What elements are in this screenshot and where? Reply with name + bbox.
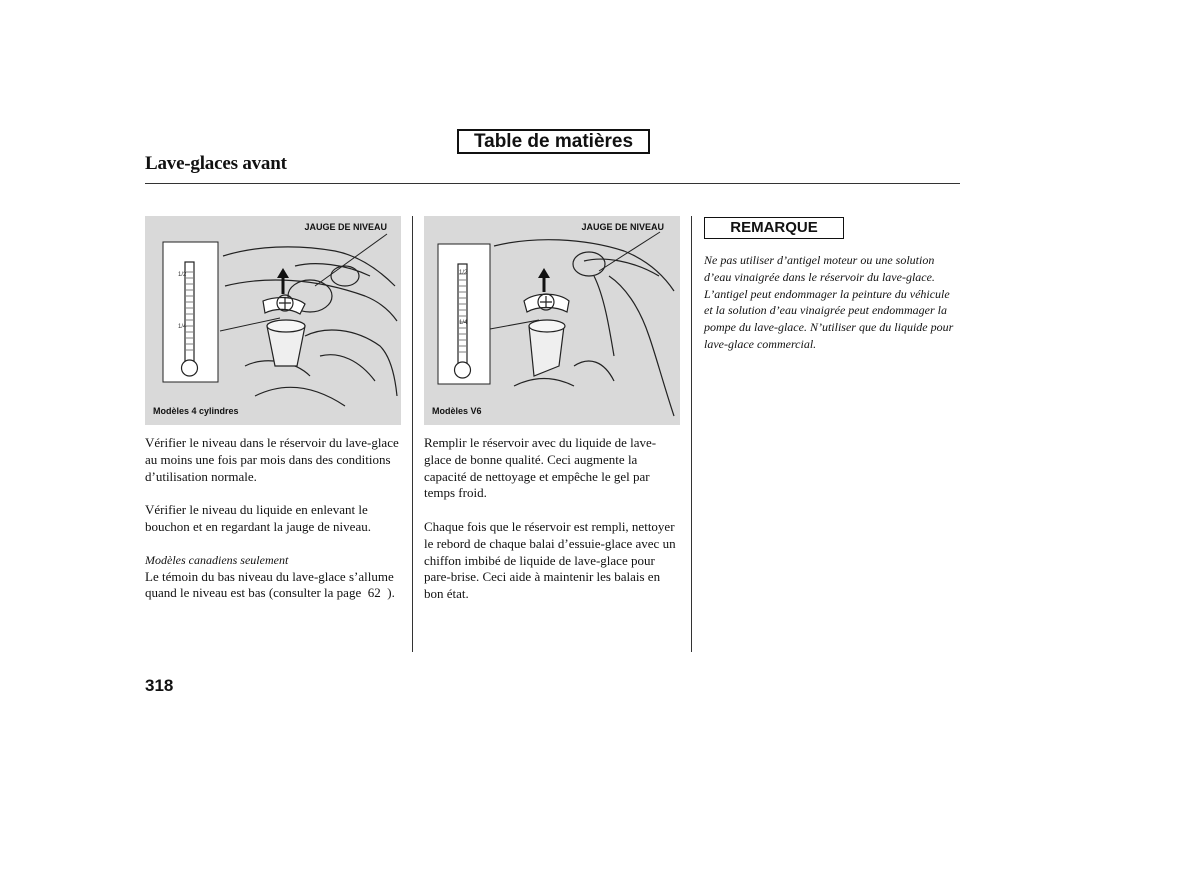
table-of-contents-button[interactable]: Table de matières [457, 129, 650, 154]
page-title: Lave-glaces avant [145, 153, 287, 174]
gauge-mark-quarter: 1/4 [459, 320, 468, 326]
column-1-text [145, 435, 403, 602]
column-2-text [424, 435, 680, 603]
level-arrow-icon [277, 268, 289, 294]
figure-callout: JAUGE DE NIVEAU [304, 222, 387, 232]
paragraph: Vérifier le niveau du liquide en enlevant le bouchon et en regardant la jauge de niveau. [145, 502, 371, 534]
paragraph-text: ). [387, 585, 395, 601]
paragraph: Remplir le réservoir avec du liquide de lave-glace de bonne qualité. Ceci augmente la capacité de nettoyage et empêche le gel par temps froid. [424, 435, 657, 501]
gauge-mark-half: 1/2 [178, 272, 187, 278]
engine-illustration-v6 [424, 216, 680, 425]
level-arrow-icon [538, 268, 550, 292]
gauge-mark-half: 1/2 [459, 270, 468, 276]
page-reference-link[interactable]: 62 [367, 585, 381, 601]
section-subheading: Modèles canadiens seulement [145, 552, 289, 567]
level-gauge-scale [163, 242, 218, 382]
notice-text: Ne pas utiliser d’antigel moteur ou une solution d’eau vinaigrée dans le réservoir du lave-glace. L’antigel peut endommager la peinture du véhicule et la solution d’eau vinaigrée peut endommager la pompe du lave-glace. N’utiliser que du liquide pour lave-glace commercial. [704, 253, 954, 351]
paragraph [145, 569, 403, 603]
engine-illustration-4cyl [145, 216, 401, 425]
gauge-mark-quarter: 1/4 [178, 324, 187, 330]
figure-4-cylinder [145, 216, 401, 425]
column-divider [412, 216, 413, 652]
figure-v6 [424, 216, 680, 425]
figure-callout: JAUGE DE NIVEAU [581, 222, 664, 232]
page-number: 318 [145, 676, 174, 695]
paragraph: Chaque fois que le réservoir est rempli, nettoyer le rebord de chaque balai d’essuie-glace avec un chiffon imbibé de liquide de lave-glace pour pare-brise. Ceci aide à maintenir les balais en bon état. [424, 518, 676, 602]
paragraph-text: Le témoin du bas niveau du lave-glace s’allume quand le niveau est bas (consulter la page [145, 568, 394, 601]
paragraph: Vérifier le niveau dans le réservoir du lave-glace au moins une fois par mois dans des conditions d’utilisation normale. [145, 435, 399, 484]
level-gauge-scale [438, 244, 490, 384]
figure-caption: Modèles V6 [432, 406, 482, 416]
notice-label: REMARQUE [704, 217, 844, 239]
figure-caption: Modèles 4 cylindres [153, 406, 239, 416]
title-divider [145, 183, 960, 184]
column-divider [691, 216, 692, 652]
